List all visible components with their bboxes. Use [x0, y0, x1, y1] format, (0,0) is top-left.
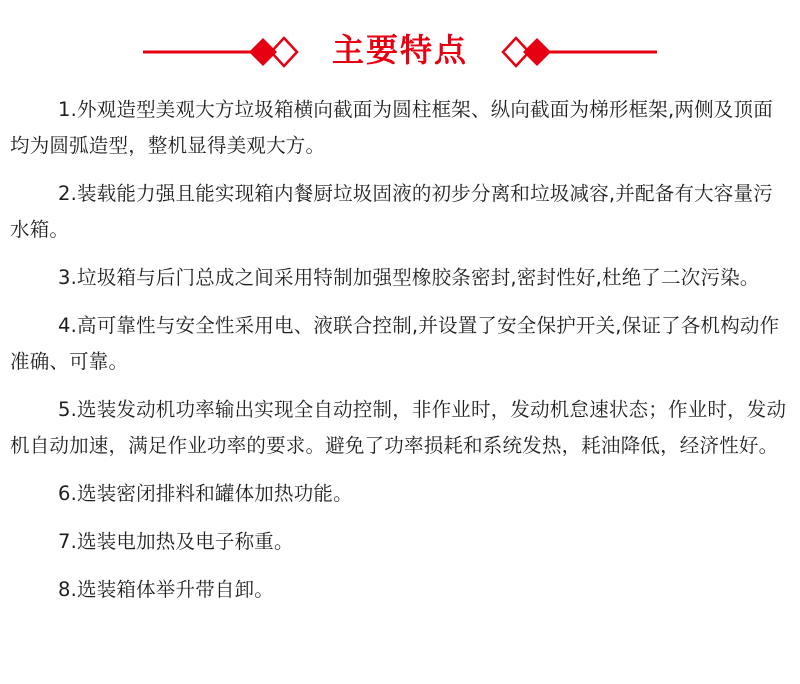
feature-item-6: 6.选装密闭排料和罐体加热功能。 [58, 482, 353, 505]
feature-item-4: 4.高可靠性与安全性采用电、液联合控制,并设置了安全保护开关,保证了各机构动作准确、可靠。 [10, 314, 780, 373]
feature-item-7: 7.选装电加热及电子称重。 [58, 530, 294, 553]
feature-item-2: 2.装载能力强且能实现箱内餐厨垃圾固液的初步分离和垃圾减容,并配备有大容量污水箱。 [10, 182, 773, 241]
feature-item-8: 8.选装箱体举升带自卸。 [58, 578, 275, 601]
section-header [0, 20, 800, 80]
feature-list [10, 92, 792, 620]
feature-item-1: 1.外观造型美观大方垃圾箱横向截面为圆柱框架、纵向截面为梯形框架,两侧及顶面均为圆弧造型，整机显得美观大方。 [10, 98, 773, 157]
feature-item-3: 3.垃圾箱与后门总成之间采用特制加强型橡胶条密封,密封性好,杜绝了二次污染。 [58, 266, 760, 289]
page-title: 主要特点 [331, 31, 468, 69]
feature-item-5: 5.选装发动机功率输出实现全自动控制，非作业时，发动机怠速状态；作业时，发动机自动加速，满足作业功率的要求。避免了功率损耗和系统发热，耗油降低，经济性好。 [10, 398, 787, 457]
